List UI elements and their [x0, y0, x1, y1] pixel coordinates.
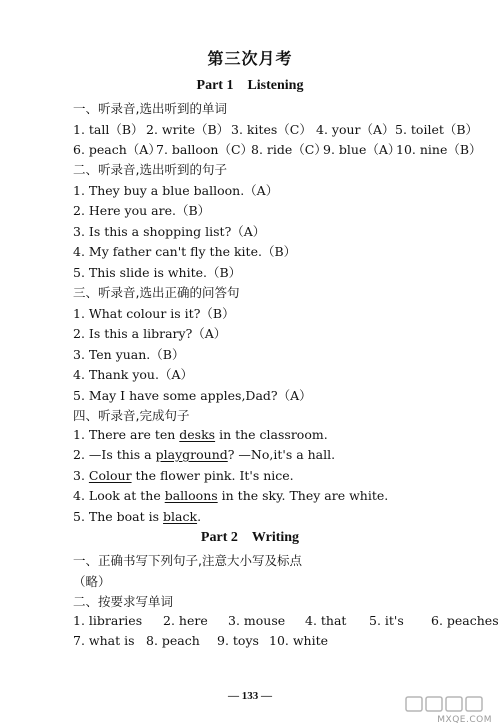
s4-item-2-post: ? —No,it's a hall.	[227, 447, 336, 462]
s4-item-3-post: the flower pink. It's nice.	[131, 468, 294, 483]
watermark-text: MXQE.COM	[437, 715, 492, 725]
w2-item-1: 1. libraries	[73, 613, 143, 628]
w2-item-3: 3. mouse	[228, 613, 286, 628]
s3-heading: 三、听录音,选出正确的问答句	[73, 285, 240, 300]
s1-item-4: 4. your（A）	[316, 122, 395, 137]
s1-item-10: 10. nine（B）	[396, 142, 482, 157]
part2-name: Writing	[251, 530, 300, 545]
s4-item-3-answer: Colour	[88, 468, 132, 483]
s4-item-2	[73, 447, 335, 462]
w2-item-5: 5. it's	[369, 613, 404, 628]
w2-item-10: 10. white	[269, 633, 329, 648]
s1-item-9: 9. blue（A）	[323, 142, 401, 157]
w2-item-8: 8. peach	[146, 633, 200, 648]
s4-item-1	[73, 427, 328, 442]
s1-item-3: 3. kites（C）	[231, 122, 312, 137]
s4-item-3-pre: 3.	[73, 468, 89, 483]
s2-item-3: 3. Is this a shopping list?（A）	[73, 224, 266, 239]
page-number: — 133 —	[228, 690, 272, 702]
part1-name: Listening	[247, 78, 304, 93]
s2-item-5: 5. This slide is white.（B）	[73, 265, 242, 280]
s4-item-4-post: in the sky. They are white.	[217, 488, 389, 503]
s1-item-5: 5. toilet（B）	[395, 122, 479, 137]
part1-heading	[0, 78, 500, 94]
s1-item-1: 1. tall（B）	[73, 122, 144, 137]
w2-item-7: 7. what is	[73, 633, 135, 648]
s4-item-5	[73, 509, 201, 524]
s4-item-1-post: in the classroom.	[215, 427, 328, 442]
w2-heading: 二、按要求写单词	[73, 594, 174, 609]
s4-item-5-answer: black	[163, 509, 198, 524]
s1-item-8: 8. ride（C）	[251, 142, 327, 157]
page-title: 第三次月考	[207, 49, 293, 68]
s4-item-5-pre: 5. The boat is	[73, 509, 164, 524]
w2-item-9: 9. toys	[217, 633, 259, 648]
s4-item-4	[73, 488, 388, 503]
w2-item-4: 4. that	[305, 613, 347, 628]
s3-item-1: 1. What colour is it?（B）	[73, 306, 235, 321]
s3-item-4: 4. Thank you.（A）	[73, 367, 193, 382]
s4-item-2-answer: playground	[155, 447, 228, 462]
s4-item-4-answer: balloons	[164, 488, 218, 503]
s2-heading: 二、听录音,选出听到的句子	[73, 162, 227, 177]
s2-item-1: 1. They buy a blue balloon.（A）	[73, 183, 279, 198]
s3-item-5: 5. May I have some apples,Dad?（A）	[73, 388, 312, 403]
w1-heading: 一、正确书写下列句子,注意大小写及标点	[73, 553, 302, 568]
s4-item-1-pre: 1. There are ten	[73, 427, 180, 442]
s1-item-2: 2. write（B）	[146, 122, 230, 137]
s4-item-5-post: .	[197, 509, 202, 524]
s2-item-4: 4. My father can't fly the kite.（B）	[73, 244, 297, 259]
s1-heading: 一、听录音,选出听到的单词	[73, 101, 227, 116]
s4-heading: 四、听录音,完成句子	[73, 408, 190, 423]
s4-item-1-answer: desks	[179, 427, 216, 442]
w1-note: （略）	[73, 574, 111, 589]
s1-item-6: 6. peach（A）	[73, 142, 161, 157]
w2-item-2: 2. here	[163, 613, 208, 628]
part2-label: Part 2	[200, 530, 238, 545]
s3-item-2: 2. Is this a library?（A）	[73, 326, 227, 341]
w2-item-6: 6. peaches	[431, 613, 499, 628]
s3-item-3: 3. Ten yuan.（B）	[73, 347, 185, 362]
s4-item-4-pre: 4. Look at the	[73, 488, 165, 503]
s4-item-3	[73, 468, 294, 483]
s1-item-7: 7. balloon（C）	[156, 142, 254, 157]
s2-item-2: 2. Here you are.（B）	[73, 203, 211, 218]
part1-label: Part 1	[196, 78, 234, 93]
s4-item-2-pre: 2. —Is this a	[73, 447, 156, 462]
part2-heading	[0, 530, 500, 546]
